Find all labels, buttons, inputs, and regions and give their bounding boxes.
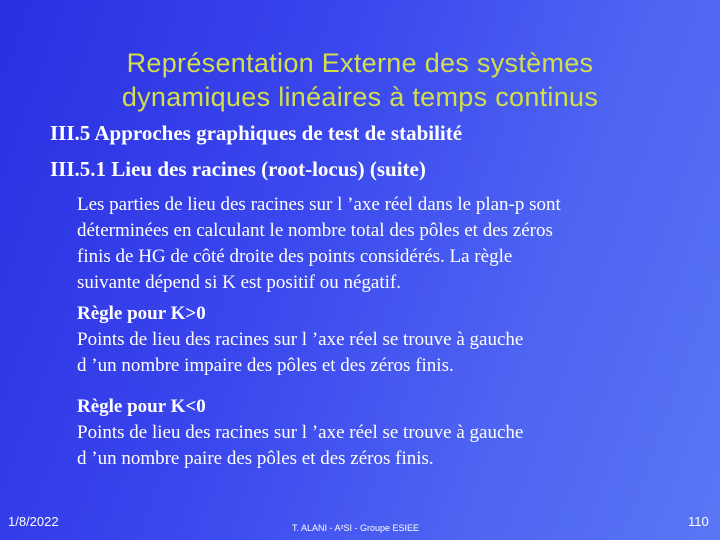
subsection-heading: III.5.1 Lieu des racines (root-locus) (suite) <box>50 157 426 181</box>
intro-line: finis de HG de côté droite des points considérés. La règle <box>77 246 513 267</box>
rule-k-negative-line: Points de lieu des racines sur l ’axe réel se trouve à gauche <box>77 422 524 443</box>
rule-k-negative <box>77 394 697 472</box>
rule-k-positive-heading: Règle pour K>0 <box>77 303 206 324</box>
section-heading: III.5 Approches graphiques de test de stabilité <box>50 121 463 145</box>
rule-k-positive-line: Points de lieu des racines sur l ’axe réel se trouve à gauche <box>77 329 524 350</box>
footer-page-number: 110 <box>688 514 709 529</box>
slide-title <box>20 46 700 114</box>
rule-k-negative-line: d ’un nombre paire des pôles et des zéros finis. <box>77 448 434 469</box>
intro-paragraph <box>77 192 697 296</box>
slide-title-line-1: Représentation Externe des systèmes <box>126 48 594 78</box>
footer-date: 1/8/2022 <box>8 514 59 529</box>
intro-line: suivante dépend si K est positif ou négatif. <box>77 272 401 293</box>
rule-k-negative-heading: Règle pour K<0 <box>77 396 206 417</box>
rule-k-positive-line: d ’un nombre impaire des pôles et des zéros finis. <box>77 355 454 376</box>
intro-line: déterminées en calculant le nombre total des pôles et des zéros <box>77 220 553 241</box>
rule-k-positive <box>77 301 697 379</box>
intro-line: Les parties de lieu des racines sur l ’axe réel dans le plan-p sont <box>77 194 561 215</box>
footer-author: T. ALANI - A²SI - Groupe ESIEE <box>292 523 420 533</box>
slide-title-line-2: dynamiques linéaires à temps continus <box>121 82 599 112</box>
